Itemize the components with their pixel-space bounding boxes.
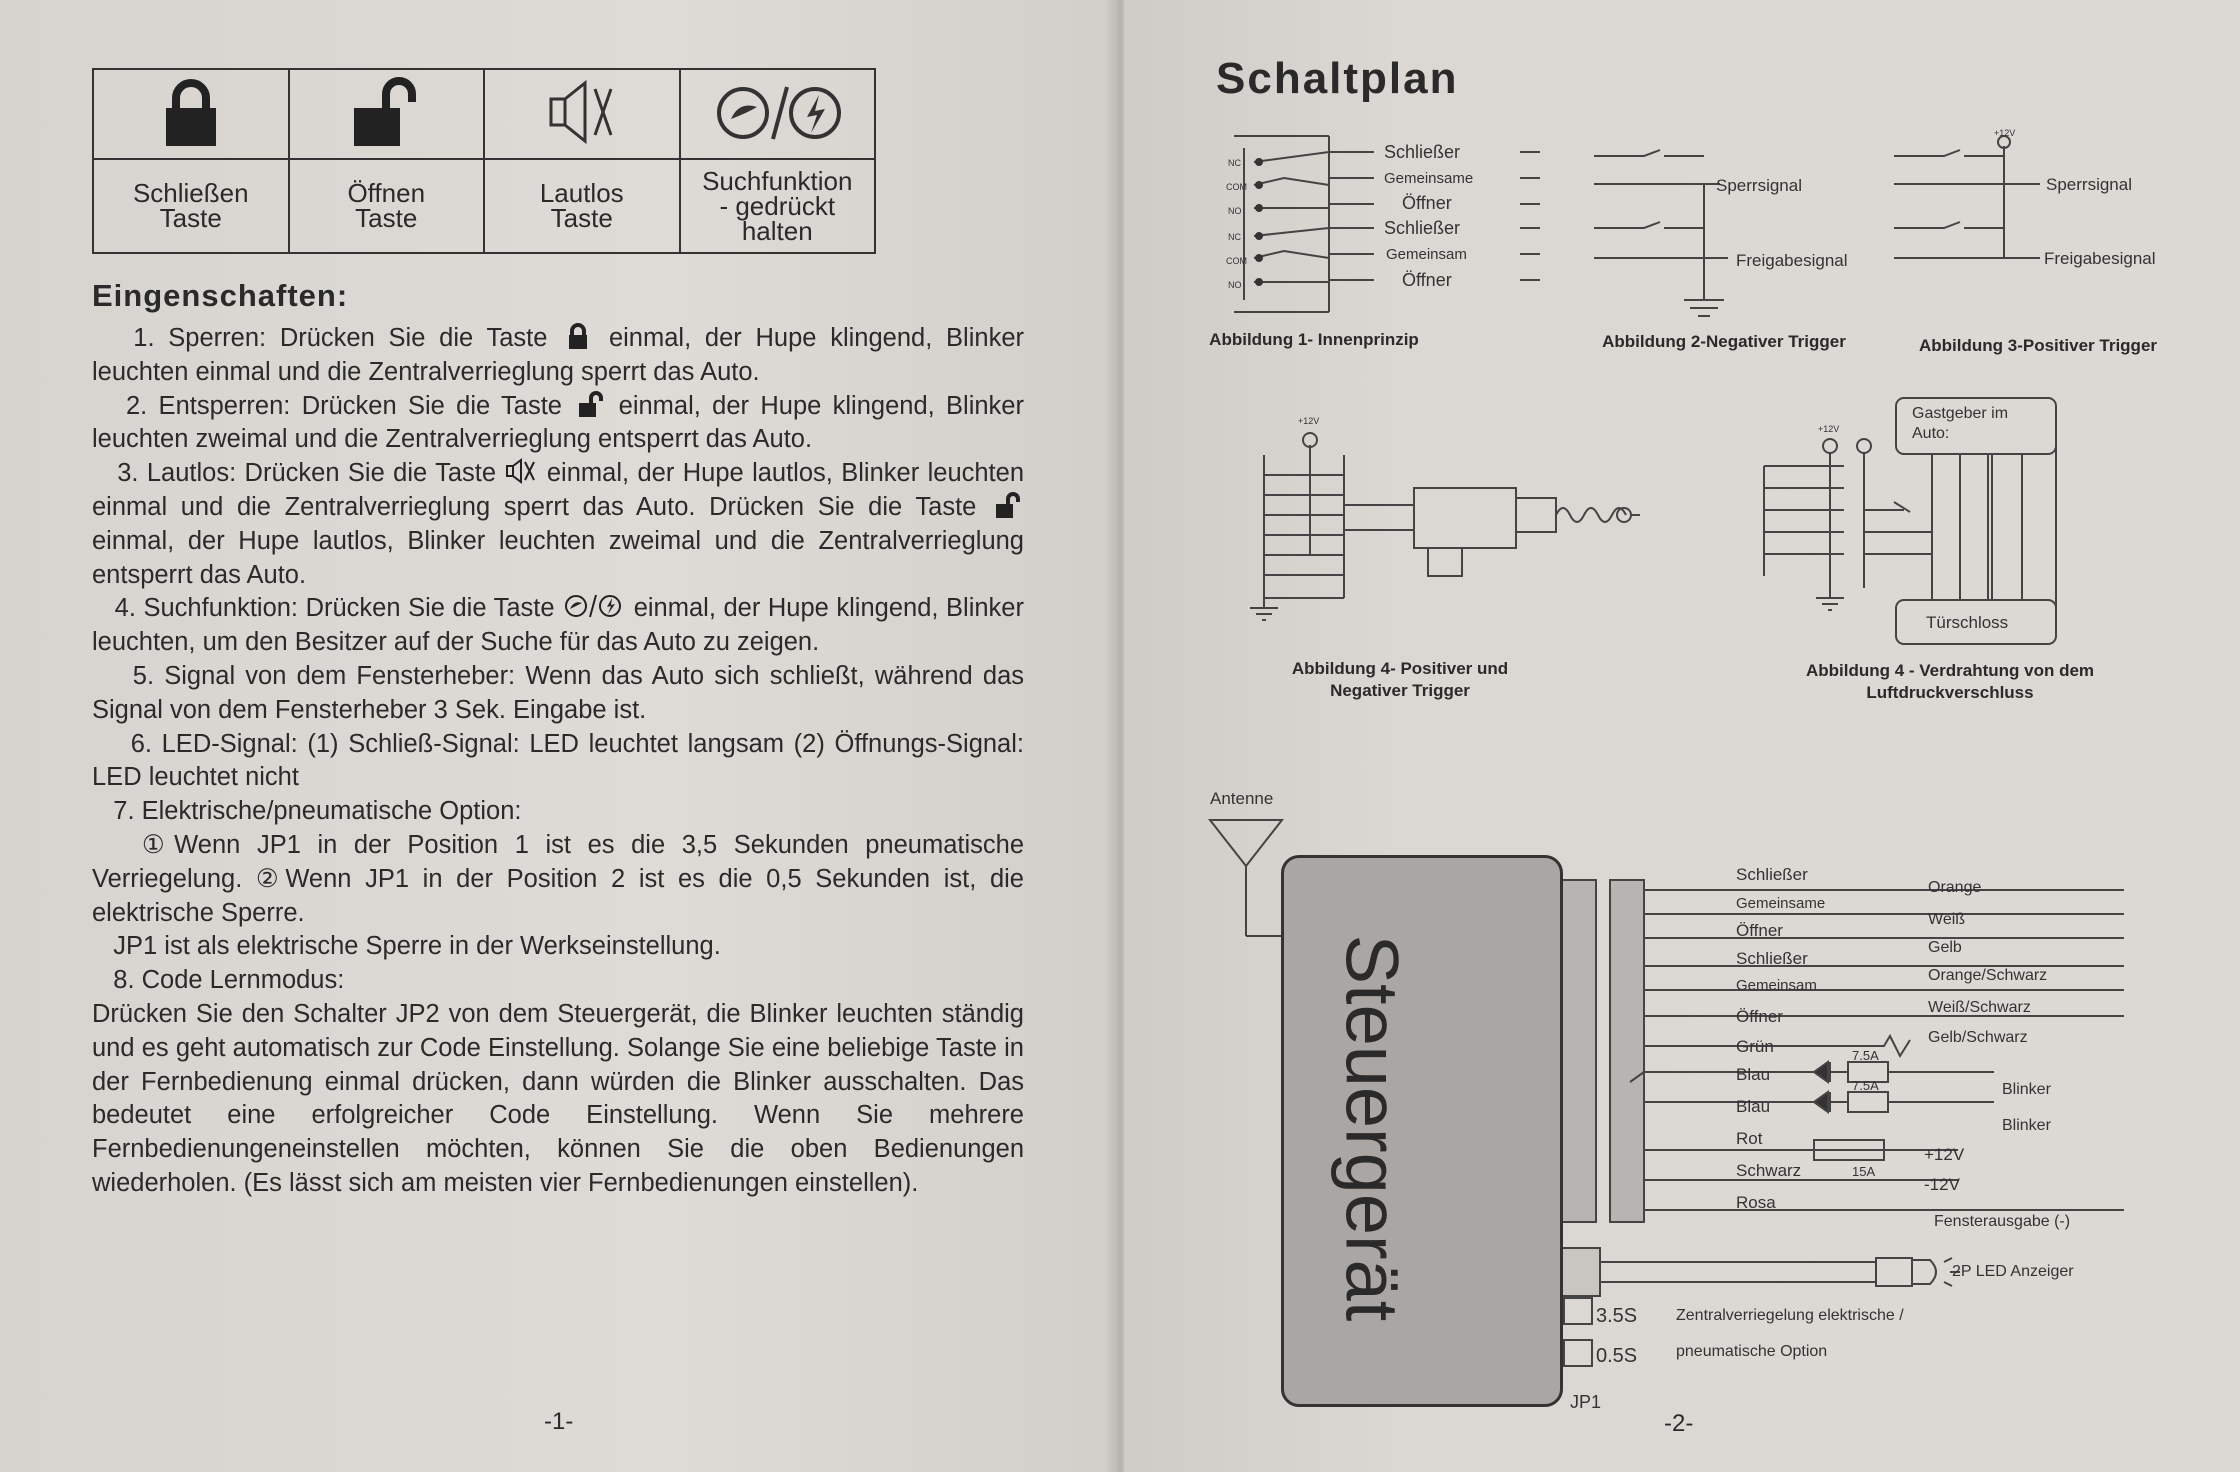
lock-button-label: Schließen Taste bbox=[93, 159, 289, 253]
speaker-mute-icon bbox=[545, 77, 619, 147]
fig1-caption: Abbildung 1- Innenprinzip bbox=[1209, 330, 1419, 349]
page-number-right: -2- bbox=[1664, 1410, 1694, 1437]
feature-item-7-text: ①Wenn JP1 in der Position 1 ist es die 3,5 Sekunden pneumatische Verriegelung. ②Wenn JP1 in der Position 2 ist es die 0,5 Sekunden ist, die elektrische Sperre. bbox=[92, 830, 1025, 927]
wire-name-2: Gemeinsame bbox=[1736, 895, 1826, 912]
page-number-left: -1- bbox=[544, 1408, 574, 1435]
wire-name-3: Öffner bbox=[1736, 921, 1783, 940]
remote-button-table bbox=[92, 68, 876, 254]
fuse-label-1: 7.5A bbox=[1852, 1048, 1879, 1063]
wire-color-6: Gelb/Schwarz bbox=[1928, 1029, 2028, 1046]
plus12-label: +12V bbox=[1924, 1145, 1965, 1164]
fig4a-trigger-diagram bbox=[1250, 433, 1640, 620]
blinker-label-2: Blinker bbox=[2002, 1117, 2051, 1134]
wire-name-4: Schließer bbox=[1736, 949, 1808, 968]
fig3-caption: Abbildung 3-Positiver Trigger bbox=[1918, 336, 2158, 355]
fuse-label-3: 15A bbox=[1852, 1164, 1876, 1179]
silent-button-cell bbox=[484, 69, 680, 159]
fig4b-pneumatic-diagram bbox=[1764, 398, 2056, 644]
wiring-diagram-heading: Schaltplan bbox=[1216, 54, 1459, 103]
window-output-label: Fensterausgabe (-) bbox=[1934, 1213, 2071, 1230]
fig1-pin-com-2: COM bbox=[1226, 256, 1247, 266]
led-indicator-label: 2P LED Anzeiger bbox=[1952, 1263, 2074, 1280]
fuse-label-2: 7.5A bbox=[1852, 1078, 1879, 1093]
silent-button-label: Lautlos Taste bbox=[484, 159, 680, 253]
fig2-frei-label: Freigabesignal bbox=[1736, 251, 1848, 270]
fig3-sperr-label: Sperrsignal bbox=[2046, 175, 2132, 194]
wire-name-10: Rot bbox=[1736, 1129, 1763, 1148]
wire-name-9: Blau bbox=[1736, 1097, 1771, 1116]
fig3-frei-label: Freigabesignal bbox=[2044, 249, 2156, 268]
fig1-label-2: Gemeinsame bbox=[1384, 170, 1474, 187]
fig4a-caption: Abbildung 4- Positiver und Negativer Trigger bbox=[1291, 659, 1509, 700]
search-function-icon bbox=[562, 592, 626, 620]
feature-item-5: 5. Signal von dem Fensterheber: Wenn das Auto sich schließt, während das Signal von dem Fensterheber 3 Sek. Eingabe ist. bbox=[92, 661, 1025, 724]
speaker-mute-icon bbox=[504, 457, 538, 485]
fig1-pin-nc-1: NC bbox=[1228, 158, 1241, 168]
fig4b-host-line-1: Gastgeber im bbox=[1912, 405, 2009, 422]
wire-name-8: Blau bbox=[1736, 1065, 1771, 1084]
feature-item-1: 1. Sperren: Drücken Sie die Taste einmal, der Hupe klingend, Blinker leuchten einmal und die Zentralverrieglung sperrt das Auto. bbox=[92, 324, 1024, 386]
fig1-label-3: Öffner bbox=[1402, 193, 1452, 213]
fig4b-caption: Abbildung 4 - Verdrahtung von dem Luftdruckverschluss bbox=[1805, 661, 2095, 702]
feature-item-8-text: Drücken Sie den Schalter JP2 von dem Steuergerät, die Blinker leuchten ständig und es geht automatisch zur Code Einstellung. Solange Sie eine beliebige Taste in der Fernbedienung einmal drücken, dann würden die Blinker ausschalten. Das bedeutet eine erfolgreicher Code Einstellung. Wenn Sie mehrere Fernbedienungeneinstellen möchten, können Sie die oben Bedienungen wiederholen. (Es lässt sich am meisten vier Fernbedienungen einstellen). bbox=[92, 999, 1024, 1197]
fig3-positive-trigger-diagram bbox=[1894, 136, 2040, 258]
fig4a-plus-label: +12V bbox=[1298, 416, 1320, 426]
left-page bbox=[0, 0, 1118, 1472]
wire-color-1: Orange bbox=[1928, 879, 1982, 896]
lock-closed-icon bbox=[156, 74, 226, 150]
fig1-pin-com-1: COM bbox=[1226, 182, 1247, 192]
wire-color-4: Orange/Schwarz bbox=[1928, 967, 2048, 984]
wire-name-6: Öffner bbox=[1736, 1007, 1783, 1026]
fig2-negative-trigger-diagram bbox=[1594, 150, 1728, 316]
lock-open-icon bbox=[990, 491, 1024, 519]
fig1-label-1: Schließer bbox=[1384, 142, 1461, 162]
fig1-label-5: Gemeinsam bbox=[1386, 246, 1467, 263]
jp-option-05s: 0.5S bbox=[1596, 1345, 1638, 1367]
jp-desc-line-2: pneumatische Option bbox=[1676, 1343, 1828, 1360]
search-function-icon bbox=[707, 77, 847, 147]
antenna-symbol bbox=[1210, 820, 1282, 936]
control-unit-box bbox=[1281, 855, 1563, 1407]
lock-open-icon bbox=[346, 74, 426, 150]
wire-name-7: Grün bbox=[1736, 1037, 1774, 1056]
fig1-label-6: Öffner bbox=[1402, 270, 1452, 290]
fig1-label-4: Schließer bbox=[1384, 218, 1461, 238]
wire-name-1: Schließer bbox=[1736, 865, 1808, 884]
search-button-cell bbox=[680, 69, 876, 159]
wire-color-2: Weiß bbox=[1928, 911, 1966, 928]
jp-option-35s: 3.5S bbox=[1596, 1305, 1638, 1327]
wire-name-5: Gemeinsam bbox=[1736, 977, 1817, 994]
antenna-label: Antenne bbox=[1210, 789, 1274, 808]
minus12-label: -12V bbox=[1924, 1175, 1960, 1194]
fig1-pin-nc-2: NC bbox=[1228, 232, 1241, 242]
lock-open-icon bbox=[573, 390, 607, 418]
wire-color-3: Gelb bbox=[1928, 939, 1962, 956]
blinker-label-1: Blinker bbox=[2002, 1081, 2051, 1098]
features-list bbox=[92, 322, 1024, 1201]
feature-item-8-title: 8. Code Lernmodus: bbox=[113, 966, 345, 995]
wire-color-5: Weiß/Schwarz bbox=[1928, 999, 2031, 1016]
control-unit-label: Steuergerät bbox=[1330, 934, 1414, 1322]
fig1-pin-no-2: NO bbox=[1228, 280, 1242, 290]
feature-item-2: 2. Entsperren: Drücken Sie die Taste einmal, der Hupe klingend, Blinker leuchten zweimal und die Zentralverrieglung entsperrt das Auto. bbox=[92, 391, 1024, 454]
fig2-caption: Abbildung 2-Negativer Trigger bbox=[1602, 332, 1846, 351]
fig4b-door-label: Türschloss bbox=[1926, 613, 2009, 632]
unlock-button-label: Öffnen Taste bbox=[289, 159, 485, 253]
features-heading: Eingenschaften: bbox=[92, 278, 349, 313]
fig4b-host-line-2: Auto: bbox=[1912, 425, 1950, 442]
unlock-button-cell bbox=[289, 69, 485, 159]
lock-button-cell bbox=[93, 69, 289, 159]
fig1-pin-no-1: NO bbox=[1228, 206, 1242, 216]
jp-desc-line-1: Zentralverriegelung elektrische / bbox=[1676, 1307, 1904, 1324]
fig2-sperr-label: Sperrsignal bbox=[1716, 176, 1802, 195]
feature-item-6: 6. LED-Signal: (1) Schließ-Signal: LED leuchtet langsam (2) Öffnungs-Signal: LED leuchtet nicht bbox=[92, 729, 1024, 792]
wire-name-12: Rosa bbox=[1736, 1193, 1776, 1212]
wire-name-11: Schwarz bbox=[1736, 1161, 1802, 1180]
search-button-label: Suchfunktion - gedrückt halten bbox=[680, 159, 876, 253]
feature-item-4: 4. Suchfunktion: Drücken Sie die Taste einmal, der Hupe klingend, Blinker leuchten, um den Besitzer auf der Suche für das Auto zu zeigen. bbox=[92, 594, 1024, 657]
lock-closed-icon bbox=[561, 322, 595, 350]
feature-item-3: 3. Lautlos: Drücken Sie die Taste einmal, der Hupe lautlos, Blinker leuchten einmal und die Zentralverrieglung sperrt das Auto. Drücken Sie die Taste einmal, der Hupe lautlos, Blinker leuchten zweimal und die Zentralverrieglung entsperrt das Auto. bbox=[92, 459, 1025, 589]
jp1-label: JP1 bbox=[1570, 1392, 1602, 1412]
feature-item-7-default: JP1 ist als elektrische Sperre in der Werkseinstellung. bbox=[113, 932, 721, 961]
fig3-plus-label: +12V bbox=[1994, 128, 2016, 138]
fig4b-plus-label: +12V bbox=[1818, 424, 1840, 434]
feature-item-7-title: 7. Elektrische/pneumatische Option: bbox=[113, 797, 522, 826]
